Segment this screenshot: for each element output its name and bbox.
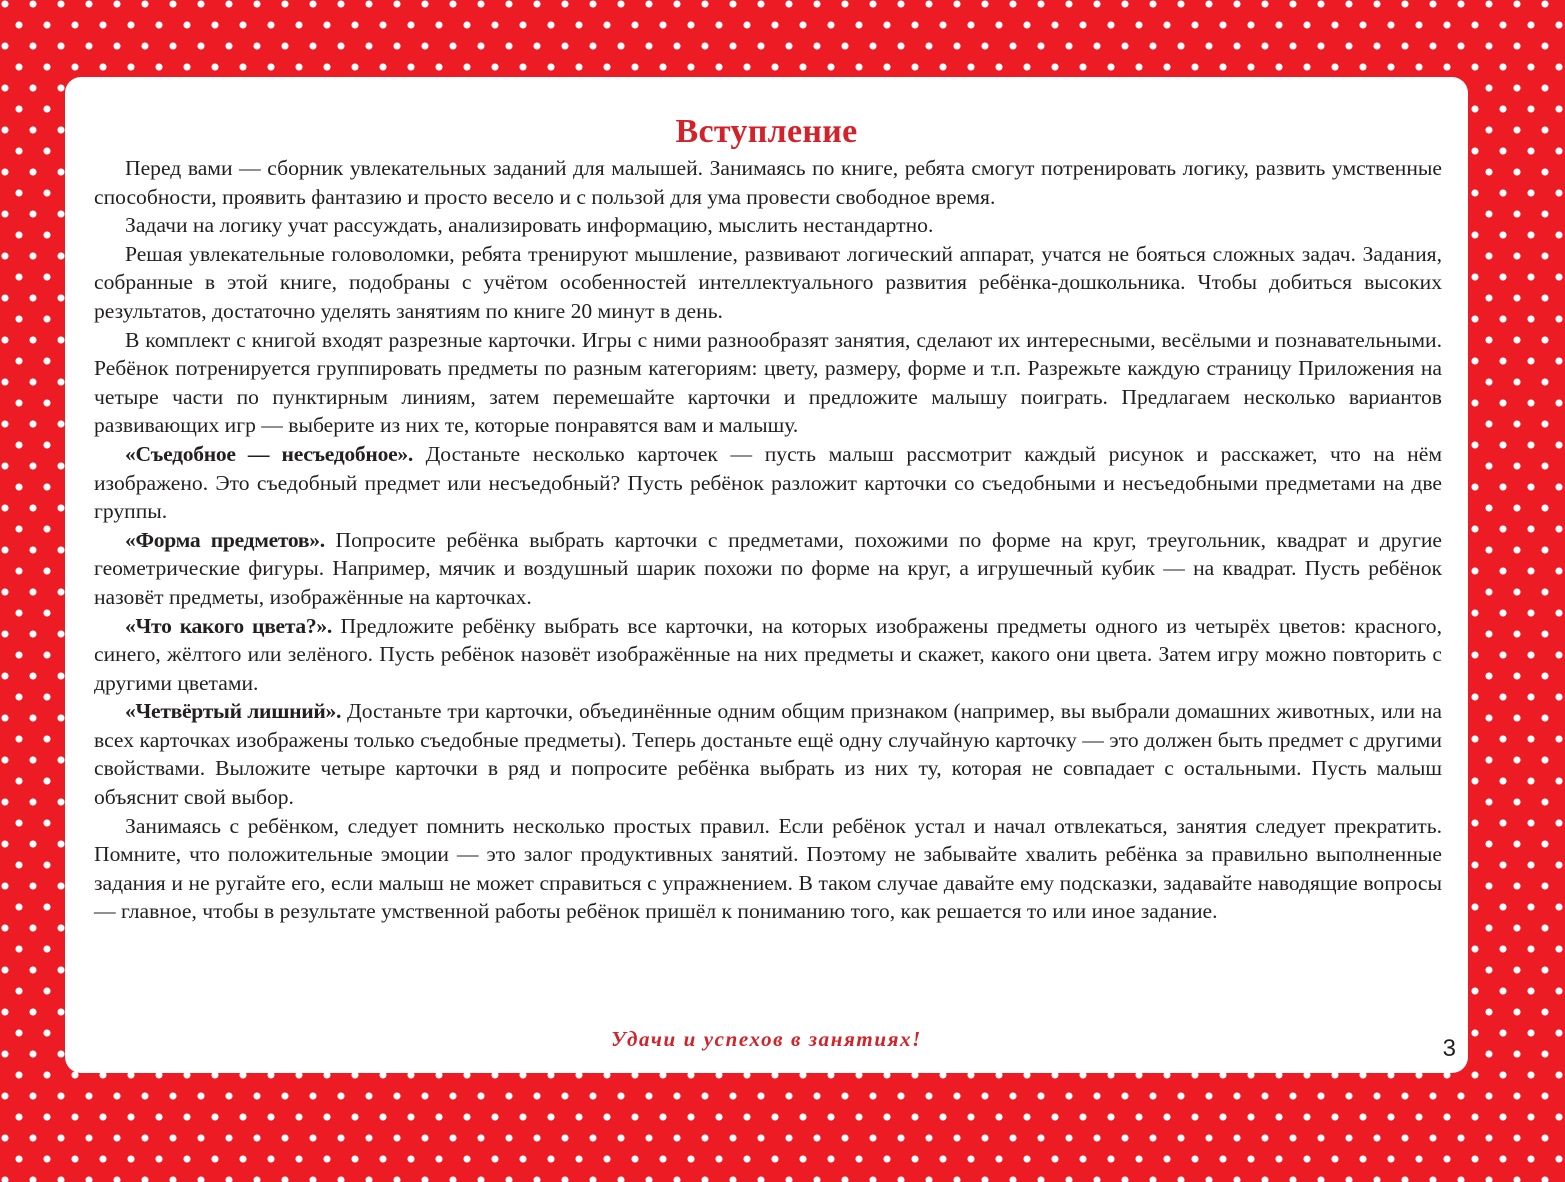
page-title: Вступление <box>675 113 858 150</box>
paragraph-cards <box>94 326 1442 440</box>
game-title-edible: «Съедобное — несъедобное». <box>125 441 413 466</box>
paragraph-game-edible <box>94 440 1442 526</box>
paragraph-game-color <box>94 612 1442 698</box>
closing-wish: Удачи и успехов в занятиях! <box>611 1027 922 1051</box>
paragraph-text: Попросите ребёнка выбрать карточки с предметами, похожими по форме на круг, треугольник, квадрат и другие геометрические фигуры. Например, мячик и воздушный шарик похожи по форме на круг, а игрушечный кубик — на квадрат. Пусть ребёнок назовёт предметы, изображённые на карточках. <box>94 527 1442 609</box>
game-title-shape: «Форма предметов». <box>125 527 325 552</box>
page-card <box>65 77 1468 1073</box>
paragraph-text: Достаньте три карточки, объединённые одним общим признаком (например, вы выбрали домашних животных, или на всех карточках изображены только съедобные предметы). Теперь достаньте ещё одну случайную карточку — это должен быть предмет с другими свойствами. Выложите четыре карточки в ряд и попросите ребёнка выбрать из них ту, которая не совпадает с остальными. Пусть малыш объяснит свой выбор. <box>94 699 1442 810</box>
game-title-odd-one-out: «Четвёртый лишний». <box>125 699 342 724</box>
intro-body <box>94 154 1442 926</box>
paragraph-text: Задачи на логику учат рассуждать, анализировать информацию, мыслить нестандартно. <box>125 213 934 238</box>
paragraph-text: Предложите ребёнку выбрать все карточки, на которых изображены предметы одного из четырёх цветов: красного, синего, жёлтого или зелёного. Пусть ребёнок назовёт изображённые на них предметы и скажет, какого они цвета. Затем игру можно повторить с другими цветами. <box>94 613 1442 695</box>
paragraph-game-shape <box>94 526 1442 612</box>
paragraph-text: Занимаясь с ребёнком, следует помнить несколько простых правил. Если ребёнок устал и начал отвлекаться, занятия следует прекратить. Помните, что положительные эмоции — это залог продуктивных занятий. Поэтому не забывайте хвалить ребёнка за правильно выполненные задания и не ругайте его, если малыш не может справиться с упражнением. В таком случае давайте ему подсказки, задавайте наводящие вопросы — главное, чтобы в результате умственной работы ребёнок пришёл к пониманию того, как решается то или иное задание. <box>94 813 1442 924</box>
page-number: 3 <box>1442 1035 1456 1062</box>
paragraph-rules <box>94 812 1442 926</box>
paragraph-text: В комплект с книгой входят разрезные карточки. Игры с ними разнообразят занятия, сделают их интересными, весёлыми и познавательными. Ребёнок потренируется группировать предметы по разным категориям: цвету, размеру, форме и т.п. Разрежьте каждую страницу Приложения на четыре части по пунктирным линиям, затем перемешайте карточки и предложите малышу поиграть. Предлагаем несколько вариантов развивающих игр — выберите из них те, которые понравятся вам и малышу. <box>94 327 1442 438</box>
game-title-color: «Что какого цвета?». <box>125 613 333 638</box>
paragraph-intro <box>94 154 1442 211</box>
paragraph-logic-tasks <box>94 211 1442 240</box>
paragraph-text: Достаньте несколько карточек — пусть малыш рассмотрит каждый рисунок и расскажет, что на нём изображено. Это съедобный предмет или несъедобный? Пусть ребёнок разложит карточки со съедобными и несъедобными предметами на две группы. <box>94 441 1442 524</box>
paragraph-text: Перед вами — сборник увлекательных заданий для малышей. Занимаясь по книге, ребята смогут потренировать логику, развить умственные способности, проявить фантазию и просто весело и с пользой для ума провести свободное время. <box>94 156 1442 209</box>
paragraph-puzzles <box>94 240 1442 326</box>
paragraph-text: Решая увлекательные головоломки, ребята тренируют мышление, развивают логический аппарат, учатся не бояться сложных задач. Задания, собранные в этой книге, подобраны с учётом особенностей интеллектуального развития ребёнка-дошкольника. Чтобы добиться высоких результатов, достаточно уделять занятиям по книге 20 минут в день. <box>94 241 1442 323</box>
paragraph-game-odd-one-out <box>94 697 1442 811</box>
